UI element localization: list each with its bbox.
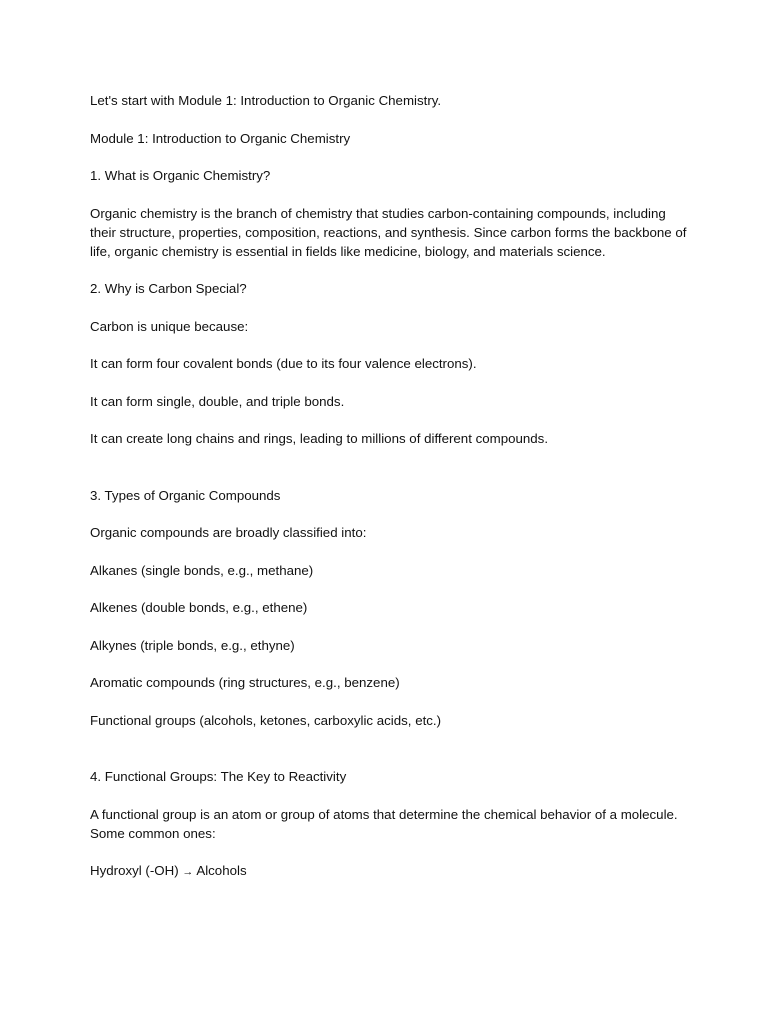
intro-text: Let's start with Module 1: Introduction to Organic Chemistry.	[90, 93, 442, 108]
section3-point: Functional groups (alcohols, ketones, carboxylic acids, etc.)	[90, 712, 442, 728]
section3-heading: 3. Types of Organic Compounds	[90, 487, 281, 503]
section1-body: Organic chemistry is the branch of chemistry that studies carbon-containing compounds, including their structure, properties, composition, reactions, and synthesis. Since carbon forms the backbone of life, organic chemistry is essential in fields like medicine, biology, and materials science.	[90, 205, 687, 259]
section3-point: Alkenes (double bonds, e.g., ethene)	[90, 600, 308, 615]
section2-lead: Carbon is unique because:	[90, 318, 249, 334]
section-spacer	[90, 467, 690, 486]
hydroxyl-class: Alcohols	[196, 863, 247, 878]
section3-point: Alkanes (single bonds, e.g., methane)	[90, 562, 314, 578]
module-title: Module 1: Introduction to Organic Chemistry	[90, 130, 351, 146]
section1-heading: 1. What is Organic Chemistry?	[90, 168, 271, 183]
section-spacer	[90, 748, 690, 767]
hydroxyl-group: Hydroxyl (-OH)	[90, 863, 179, 878]
section2-point: It can form four covalent bonds (due to its four valence electrons).	[90, 356, 477, 371]
document-page	[90, 91, 690, 901]
section3-point: Aromatic compounds (ring structures, e.g., benzene)	[90, 675, 400, 690]
section2-heading: 2. Why is Carbon Special?	[90, 281, 247, 296]
section2-point: It can form single, double, and triple bonds.	[90, 393, 345, 409]
section4-heading: 4. Functional Groups: The Key to Reactivity	[90, 769, 347, 784]
section3-point: Alkynes (triple bonds, e.g., ethyne)	[90, 637, 295, 653]
hydroxyl-line	[90, 861, 690, 882]
section4-body: A functional group is an atom or group of atoms that determine the chemical behavior of a molecule. Some common ones:	[90, 806, 678, 841]
section3-lead: Organic compounds are broadly classified into:	[90, 525, 367, 540]
right-arrow-icon: →	[182, 866, 194, 878]
section2-point: It can create long chains and rings, leading to millions of different compounds.	[90, 431, 549, 446]
